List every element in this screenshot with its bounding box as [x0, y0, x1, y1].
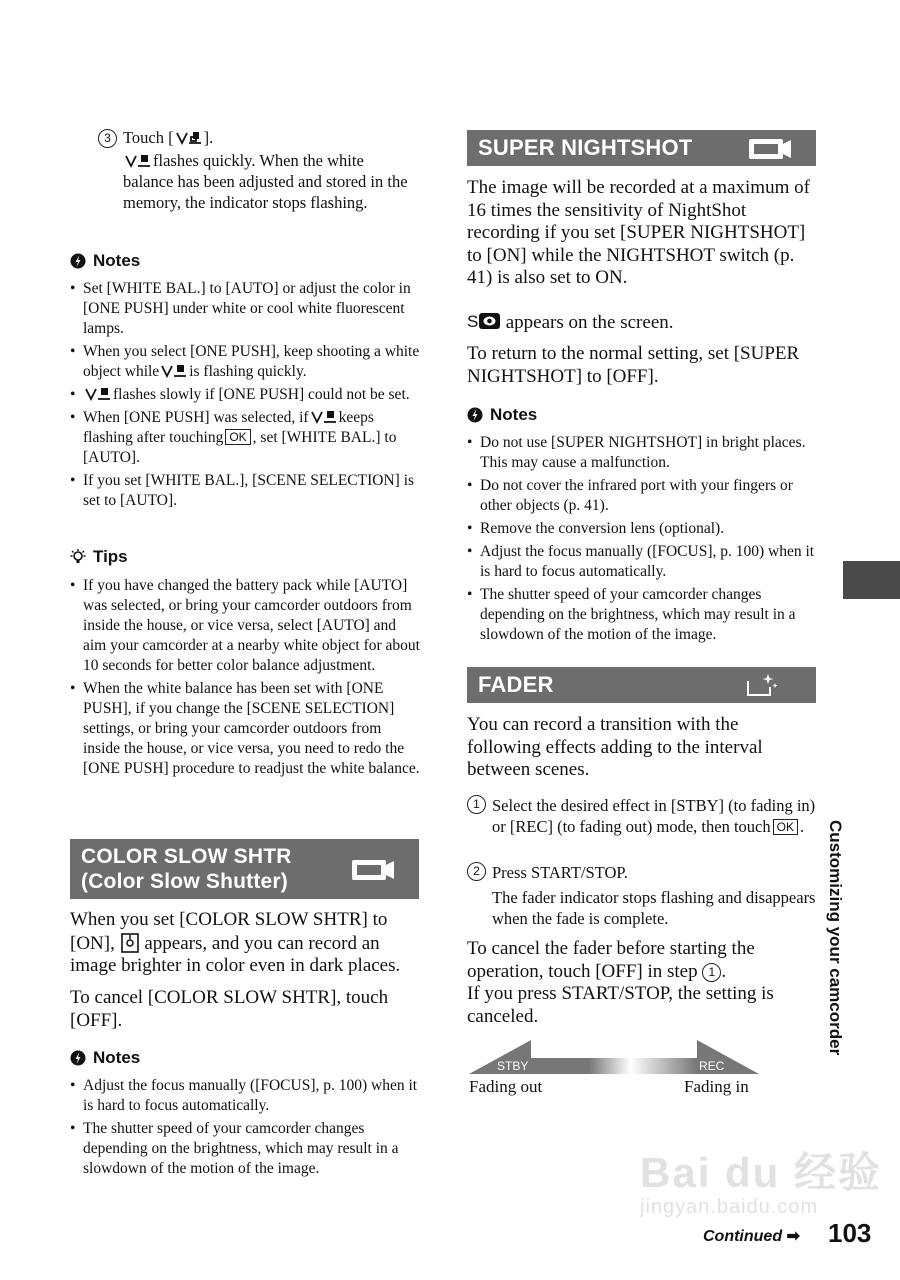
watermark-url: jingyan.baidu.com — [640, 1196, 819, 1218]
notes-heading: Notes — [70, 251, 140, 271]
color-slow-shutter-icon — [120, 932, 140, 954]
fader-intro: You can record a transition with the following effects adding to the interval between scenes. — [467, 714, 763, 780]
list-item: • When [ONE PUSH] was selected, if keeps flashing after touching OK , set [WHITE BAL.] to [AUTO]. — [70, 408, 420, 468]
section-title: COLOR SLOW SHTR — [81, 845, 292, 868]
note-warning-icon — [70, 253, 86, 269]
list-item: • When you select [ONE PUSH], keep shooting a white object while is flashing quickly. — [70, 342, 420, 382]
list-item: • The shutter speed of your camcorder changes depending on the brightness, which may result in a slowdown of the motion of the image. — [467, 585, 817, 645]
list-item: • Remove the conversion lens (optional). — [467, 519, 817, 539]
list-item: • Adjust the focus manually ([FOCUS], p. 100) when it is hard to focus automatically. — [467, 542, 817, 582]
fader-cancel: To cancel the fader before starting the operation, touch [OFF] in step 1 . — [467, 938, 755, 982]
rec-tag: REC — [699, 1059, 725, 1073]
step-text-end: ]. — [203, 128, 214, 147]
tips-heading: Tips — [70, 547, 128, 567]
step-number: 1 — [467, 795, 486, 814]
section-title: FADER — [478, 672, 554, 697]
note-warning-icon — [70, 1050, 86, 1066]
step-number: 2 — [467, 862, 486, 881]
fading-in-caption: Fading in — [684, 1077, 749, 1096]
notes-list — [70, 1076, 420, 1182]
step-number: 1 — [702, 963, 721, 982]
fader-diagram — [469, 1038, 761, 1074]
continued-label: Continued ➡ — [703, 1228, 800, 1245]
color-slow-para-1: When you set [COLOR SLOW SHTR] to [ON], appears, and you can record an image brighter in color even in dark places. — [70, 909, 401, 976]
white-balance-icon — [85, 387, 111, 401]
fade-band — [531, 1058, 697, 1074]
fader-settings-icon — [745, 673, 779, 699]
stby-tag: STBY — [497, 1059, 529, 1073]
section-header-super-nightshot — [467, 130, 816, 166]
super-nightshot-para-1: The image will be recorded at a maximum of 16 times the sensitivity of NightShot recording if you set [SUPER NIGHTSHOT] to [ON] while the NIGHTSHOT switch (p. 41) is also set to ON. — [467, 177, 810, 288]
fader-cancel-2: If you press START/STOP, the setting is canceled. — [467, 983, 774, 1027]
color-slow-para-2: To cancel [COLOR SLOW SHTR], touch [OFF]. — [70, 987, 389, 1031]
note-warning-icon — [467, 407, 483, 423]
list-item: • Adjust the focus manually ([FOCUS], p. 100) when it is hard to focus automatically. — [70, 1076, 420, 1116]
list-item: • If you have changed the battery pack while [AUTO] was selected, or bring your camcorder outdoors from inside the house, or vice versa, select [AUTO] and aim your camcorder at a nearby white object for about 10 seconds for better color balance adjustment. — [70, 576, 420, 676]
section-header-fader — [467, 667, 816, 703]
step-text: Touch [ — [123, 128, 174, 147]
list-item: • The shutter speed of your camcorder changes depending on the brightness, which may result in a slowdown of the motion of the image. — [70, 1119, 420, 1179]
list-item: • Do not use [SUPER NIGHTSHOT] in bright places. This may cause a malfunction. — [467, 433, 817, 473]
list-item: • Do not cover the infrared port with your fingers or other objects (p. 41). — [467, 476, 817, 516]
step-description: flashes quickly. When the white balance has been adjusted and stored in the memory, the indicator stops flashing. — [123, 151, 408, 212]
chapter-tab — [843, 561, 900, 599]
section-subtitle: (Color Slow Shutter) — [81, 870, 288, 893]
notes-list — [70, 279, 420, 514]
list-item: • flashes slowly if [ONE PUSH] could not be set. — [70, 385, 420, 405]
fader-step-2: 2 Press START/STOP. The fader indicator stops flashing and disappears when the fade is complete. — [467, 862, 817, 929]
ok-button-icon: OK — [773, 819, 798, 835]
step-number: 3 — [98, 129, 117, 148]
arrow-right-icon: ➡ — [786, 1228, 800, 1245]
white-balance-icon — [176, 131, 202, 145]
notes-heading: Notes — [467, 405, 537, 425]
page-number: 103 — [828, 1218, 872, 1248]
step-3 — [98, 127, 418, 213]
super-nightshot-icon — [467, 311, 501, 331]
svg-text:S: S — [467, 312, 479, 331]
white-balance-icon — [125, 154, 151, 168]
list-item: • When the white balance has been set with [ONE PUSH], if you change the [SCENE SELECTION] settings, or bring your camcorder outdoors from inside the house, or vice versa, you need to redo the [ONE PUSH] procedure to readjust the white balance. — [70, 679, 420, 779]
notes-heading: Notes — [70, 1048, 140, 1068]
chapter-label: Customizing your camcorder — [826, 820, 845, 1056]
step-description: The fader indicator stops flashing and disappears when the fade is complete. — [492, 888, 816, 928]
white-balance-icon — [161, 364, 187, 378]
camera-mode-icon — [747, 136, 793, 162]
section-title: SUPER NIGHTSHOT — [478, 135, 693, 160]
notes-list — [467, 433, 817, 648]
section-header-color-slow-shtr — [70, 839, 419, 899]
fading-out-caption: Fading out — [469, 1077, 543, 1096]
list-item: • Set [WHITE BAL.] to [AUTO] or adjust the color in [ONE PUSH] under white or cool white fluorescent lamps. — [70, 279, 420, 339]
white-balance-icon — [311, 410, 337, 424]
camera-mode-icon — [350, 857, 396, 883]
watermark-logo: Bai du 经验 — [640, 1149, 883, 1196]
fader-step-1: 1 Select the desired effect in [STBY] (to fading in) or [REC] (to fading out) mode, then touch OK . — [467, 795, 817, 837]
list-item: • If you set [WHITE BAL.], [SCENE SELECTION] is set to [AUTO]. — [70, 471, 420, 511]
ok-button-icon: OK — [225, 429, 250, 445]
super-nightshot-para-2: To return to the normal setting, set [SUPER NIGHTSHOT] to [OFF]. — [467, 343, 800, 387]
tips-list — [70, 576, 420, 782]
lightbulb-icon — [70, 549, 86, 565]
super-nightshot-icon-line: S appears on the screen. — [467, 312, 674, 333]
